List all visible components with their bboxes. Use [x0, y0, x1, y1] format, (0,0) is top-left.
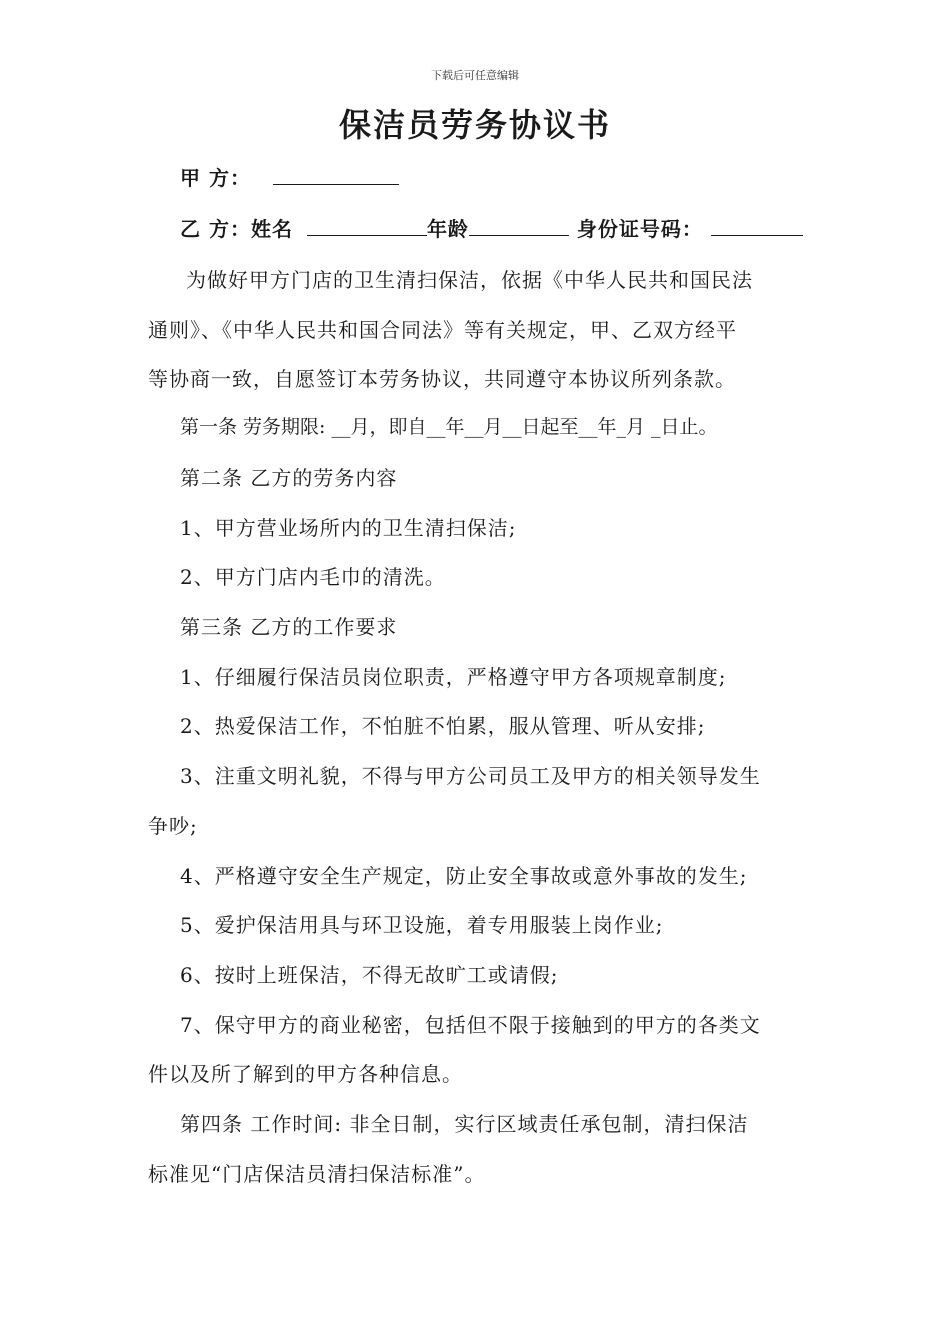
preamble-line: 为做好甲方门店的卫生清扫保洁，依据《中华人民共和国民法	[186, 268, 753, 292]
party-b-age-blank[interactable]	[469, 215, 569, 236]
preamble-line: 通则》、《中华人民共和国合同法》等有关规定，甲、乙双方经平	[148, 318, 737, 342]
list-item: 2、甲方门店内毛巾的清洗。	[180, 565, 446, 589]
list-item: 2、热爱保洁工作，不怕脏不怕累，服从管理、听从安排;	[180, 714, 706, 738]
party-a-blank[interactable]	[273, 164, 399, 185]
list-item: 争吵;	[148, 814, 198, 838]
list-item: 7、保守甲方的商业秘密，包括但不限于接触到的甲方的各类文	[180, 1013, 761, 1037]
list-item: 3、注重文明礼貌，不得与甲方公司员工及甲方的相关领导发生	[180, 764, 761, 788]
list-item: 6、按时上班保洁，不得无故旷工或请假;	[180, 963, 559, 987]
party-b-name-label: 乙 方：姓名	[180, 217, 293, 241]
article-4: 标准见“门店保洁员清扫保洁标准”。	[148, 1162, 486, 1186]
article-2-heading: 第二条 乙方的劳务内容	[180, 466, 398, 490]
list-item: 1、仔细履行保洁员岗位职责，严格遵守甲方各项规章制度;	[180, 665, 727, 689]
document-title: 保洁员劳务协议书	[338, 106, 611, 144]
party-b-age-label: 年龄	[426, 217, 469, 241]
list-item: 4、严格遵守安全生产规定，防止安全事故或意外事故的发生;	[180, 864, 748, 888]
article-1: 第一条 劳务期限: __月，即自__年__月__日起至__年_月 _日止。	[180, 416, 718, 438]
article-3-heading: 第三条 乙方的工作要求	[180, 615, 398, 639]
party-b-name-blank[interactable]	[307, 215, 427, 236]
party-b-id-label: 身份证号码：	[576, 217, 703, 241]
party-a-label: 甲 方：	[180, 166, 251, 190]
party-b-id-blank[interactable]	[711, 215, 803, 236]
article-4: 第四条 工作时间: 非全日制，实行区域责任承包制，清扫保洁	[180, 1112, 749, 1136]
preamble-line: 等协商一致，自愿签订本劳务协议，共同遵守本协议所列条款。	[148, 367, 736, 391]
party-b-line	[180, 213, 803, 242]
list-item: 5、爱护保洁用具与环卫设施，着专用服装上岗作业;	[180, 913, 664, 937]
party-a-line	[180, 162, 399, 191]
list-item: 1、甲方营业场所内的卫生清扫保洁;	[180, 516, 517, 540]
header-note: 下载后可任意编辑	[431, 69, 519, 82]
list-item: 件以及所了解到的甲方各种信息。	[148, 1062, 463, 1086]
